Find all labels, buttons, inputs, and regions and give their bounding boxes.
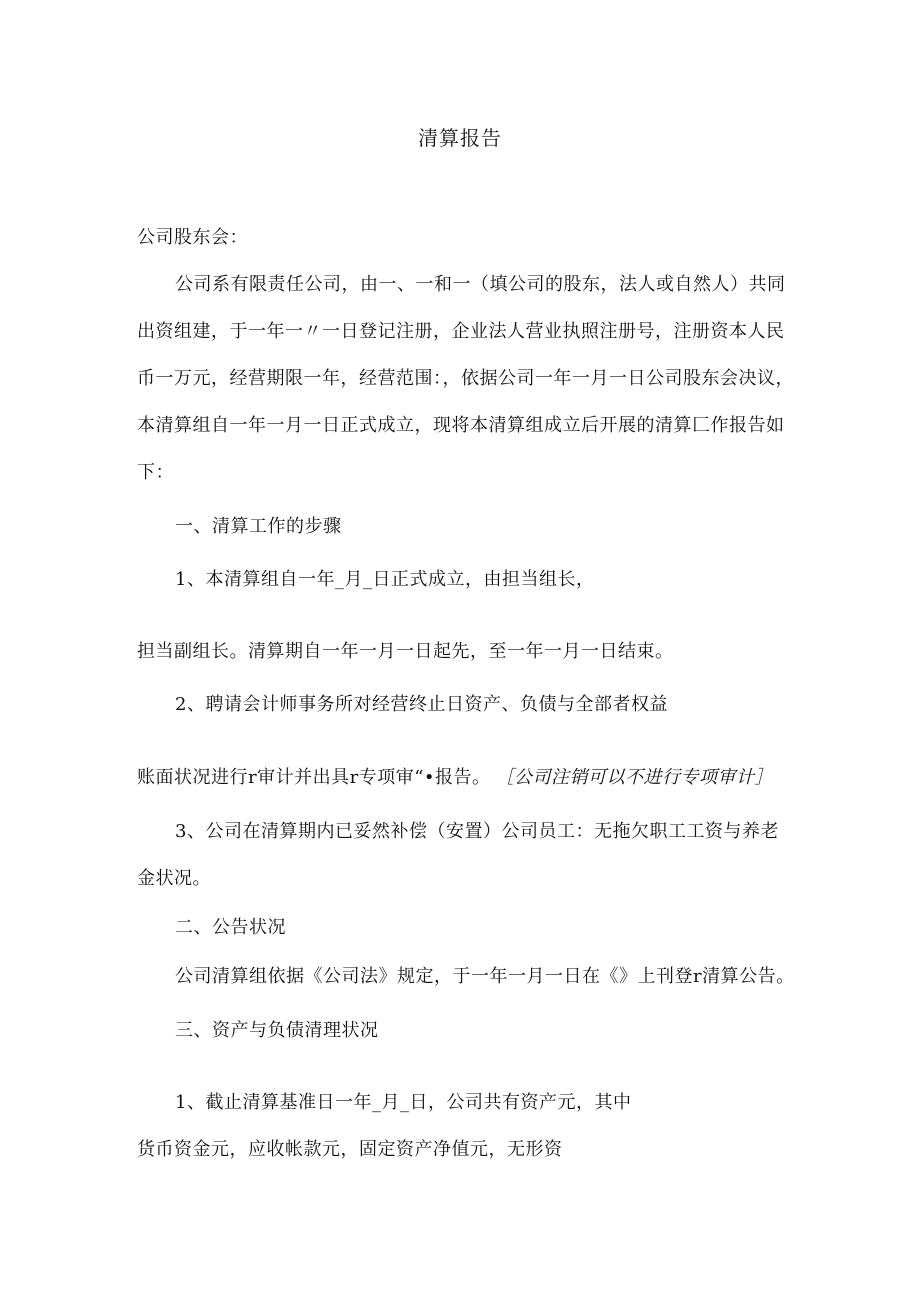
- section3-heading: 三、资产与负债清理状况: [175, 1020, 379, 1041]
- intro-line-2: 出资组建，于一年一〃一日登记注册，企业法人营业执照注册号，注册资本人民: [137, 321, 785, 342]
- salutation: 公司股东会：: [137, 227, 248, 248]
- document-title: 清算报告: [418, 126, 502, 150]
- section2-heading: 二、公告状况: [175, 917, 286, 938]
- section1-item3-line1: 3、公司在清算期内已妥然补偿（安置）公司员工：无拖欠职工工资与养老: [175, 821, 779, 842]
- section1-item1-line1: 1、本清算组自一年_月_日正式成立，由担当组长，: [175, 569, 595, 590]
- section1-item2-note: ［公司注销可以不进行专项审计］: [504, 767, 774, 788]
- section3-item1-line2: 货币资金元，应收帐款元，固定资产净值元，无形资: [137, 1139, 563, 1160]
- section1-item1-line2: 担当副组长。清算期自一年一月一日起先，至一年一月一日结束。: [137, 641, 674, 662]
- section1-heading: 一、清算工作的步骤: [175, 516, 342, 537]
- intro-line-3: 币一万元，经营期限一年，经营范围：，依据公司一年一月一日公司股东会决议，: [137, 368, 794, 389]
- intro-line-1: 公司系有限责任公司，由一、一和一（填公司的股东，法人或自然人）共同: [175, 274, 786, 295]
- section1-item2-line1: 2、聘请会计师事务所对经营终止日资产、负债与全部者权益: [175, 694, 668, 715]
- section1-item2-line2-wrap: [137, 766, 773, 790]
- section1-item3-line2: 金状况。: [137, 868, 211, 889]
- intro-line-5: 下：: [137, 462, 174, 483]
- section2-body: 公司清算组依据《公司法》规定，于一年一月一日在《》上刊登r清算公告。: [175, 966, 795, 987]
- section1-item2-line2: 账面状况进行r审计并出具r专项审“•报告。: [137, 767, 491, 788]
- section3-item1-line1: 1、截止清算基准日一年_月_日，公司共有资产元，其中: [175, 1092, 632, 1113]
- intro-line-4: 本清算组自一年一月一日正式成立，现将本清算组成立后开展的清算匚作报告如: [137, 415, 785, 436]
